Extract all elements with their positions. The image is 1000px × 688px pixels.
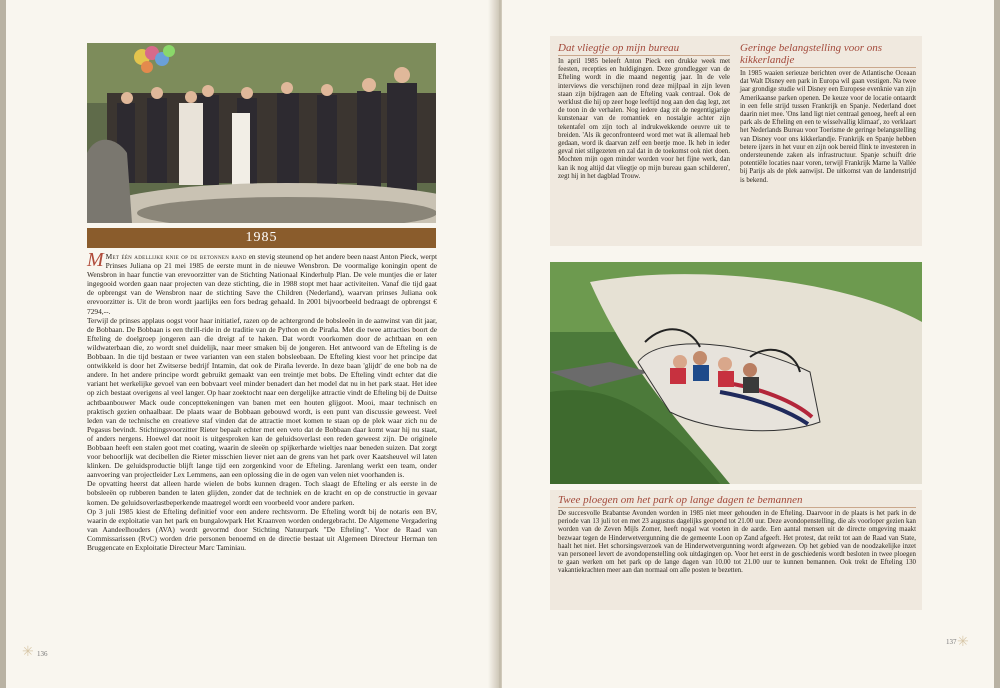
paragraph-1: M Met één adellijke knie op de betonnen rand en stevig steunend op het andere been naast Anton Pieck, werpt Prinses Juliana op 21 mei 1985 de eerste munt in de nieuwe Wensbron. De voormalige koningin opent de Wensbron in haar functie van erevoorzitter van de Stichting Nationaal Kinderhulp Plan. De vele muntjes die er later ingegooid worden gaan naar projecten van deze stichting, die in 1988 stopt met haar activiteiten. Vanaf die tijd gaat de opbrengst van de Wensbron naar de stichting Save the Children (Nederland), waarvan prinses Juliana ook erevoorzitter is. Uit de bron wordt jaarlijks een fors bedrag gehaald. In 2001 bijvoorbeeld bedraagt de opbrengst € 7294,--.	[87, 249, 438, 316]
page-edge-right	[994, 0, 1000, 688]
box-avondopenstelling	[558, 494, 916, 576]
box-title-kikkerlandje: Geringe belangstelling voor ons kikkerlandje	[740, 42, 916, 68]
lead-in: Met één adellijke knie op de betonnen rand	[105, 252, 247, 261]
box-title-twee-ploegen: Twee ploegen om het park op lange dagen te bemannen	[558, 494, 916, 508]
box-text-vliegtje: In april 1985 beleeft Anton Pieck een drukke week met feesten, recepties en huldigingen. Deze grondlegger van de Efteling wordt in die maand negentig jaar. In de vele interviews die verschijnen rond deze mijlpaal in zijn leven staan zijn bijdragen aan de Efteling vaak centraal. Ook de werklust die hij op zeer hoge leeftijd nog aan den dag legt, zet de toon in de verhalen. Nog iedere dag zit de negentigjarige kunstenaar van de romantiek en nostalgie achter zijn tekentafel om zijn toch al indrukwekkende oeuvre uit te breiden. 'Als ik geconfronteerd word met wat ik allemaal heb gedaan, word ik daarvan zelf een beetje moe. Ik heb in ieder geval niet stilgezeten en zal dat in de toekomst ook niet doen. Mochten mijn ogen minder worden voor het fijne werk, dan kan ik nog altijd dat vliegtje op mijn bureau gaan schilderen', zegt hij in het dagblad Trouw.	[558, 58, 730, 180]
page-edge-left	[0, 0, 6, 688]
paragraph-2: Terwijl de prinses applaus oogst voor haar initiatief, razen op de achtergrond de bobsleeën in de aanwinst van dit jaar, de Bobbaan. De Bobbaan is een thrill-ride in de traditie van de Python en de Piraña. Met die twee attracties boort de Efteling de doelgroep jongeren aan die dreigt af te haken. Dat wordt voorkomen door de achtbaan en een wildwaterbaan die, zo wordt snel duidelijk, naar meer smaken bij de jongeren. Het antwoord van de Efteling is de Bobbaan. In die tijd bestaan er twee varianten van een stalen bobsleebaan. De Efteling kiest voor het principe dat ontwikkeld is door het Zwitserse bedrijf Intamin, dat ook de Piraña leverde. In deze baan 'glijdt' de ene bob na de andere. In het andere principe wordt gebruikt gemaakt van een treintje met bobs. De Efteling vindt echter dat die variant het werkelijke gevoel van een bobvaart veel minder benadert dan het model dat nu in het park staat. Het idee op zich bestaat overigens al veel langer. Op haar zoektocht naar een dergelijke attractie vindt de Efteling bij de Duitse achtbaanbouwer Mack oude concepttekeningen van banen met een houten glijgoot. Mooi, maar technisch en praktisch gezien onhaalbaar. De plaats waar de Bobbaan gebouwd wordt, is een punt van discussie geweest. Veel leden van de technische en creatieve staf vinden dat de attractie moet komen te staan op de plek waar zich nu de Pegasus bevindt. Stichtingsvoorzitter Rieter bepaalt echter met een veto dat de Bobbaan daar komt waar hij nu staat, of anders nergens. Hoewel dat nooit is uitgesproken kan de geluidsoverlast een reden geweest zijn. De originele Bobbaan heeft een stalen goot met coating, waarin de sleeën op spijkerharde wieltjes naar beneden suizen. Dat zorgt voor behoorlijk wat decibellen die Rieter misschien liever niet aan de grens van het park over Kaatsheuvel wil laten klinken. De geluidsproductie blijft lange tijd een zorgenkind voor de Efteling. Jarenlang werkt een team, onder aanvoering van projectleider Lex Lemmens, aan een oplossing die in de ogen van velen niet voorhanden is.	[87, 315, 437, 480]
page-number-right: 137	[946, 638, 957, 646]
decorative-star-icon: ✳	[22, 645, 34, 660]
page-number-left: 136	[37, 650, 48, 658]
right-page	[502, 0, 1000, 688]
left-page	[0, 0, 498, 688]
box-disney	[740, 42, 916, 185]
box-text-twee-ploegen: De succesvolle Brabantse Avonden worden in 1985 niet meer gehouden in de Efteling. Daarvoor in de plaats is het park in de periode van 13 juli tot en met 23 augustus dagelijks geopend tot 21.00 uur. Deze avondopenstelling, die als voorloper gezien kan worden van de Zeven Mijls Zomer, heeft nogal wat voeten in de aarde. Een aantal mensen uit de directe omgeving maakt bezwaar tegen de Hinderwetvergunning die de gemeente Loon op Zand afgeeft. Het protest, dat reikt tot aan de Raad van State, haalt het niet. Het schorsingsverzoek van de Hinderwetvergunning wordt afgewezen. Op het gebied van de noodzakelijke inzet van personeel levert de avondopenstelling ook uitdagingen op. Voor het eerst in de geschiedenis wordt besloten in twee ploegen te gaan werken om het park op de lange dagen van 10.00 tot 21.00 uur te kunnen bemannen. Ook trekt de Efteling 130 vakantiekrachten meer aan dan normaal om alle posten te bezetten.	[558, 510, 916, 575]
paragraph-4: Op 3 juli 1985 kiest de Efteling definitief voor een andere rechtsvorm. De Efteling wordt bij de notaris een BV, waarin de exploitatie van het park en bungalowpark Het Kraanven worden ondergebracht. De Algemene Vergadering van Aandeelhouders (AVA) wordt gevormd door Stichting Natuurpark "De Efteling". Voor de Raad van Commissarissen (RvC) worden drie personen benoemd en de directie bestaat uit Algemeen Directeur Herman ten Bruggencate en Exploitatie Directeur Marc Taminiau.	[87, 506, 437, 552]
left-body-text	[87, 249, 438, 552]
paragraph-3: De opvatting heerst dat alleen harde wielen de bobs kunnen dragen. Toch slaagt de Efteling er als eerste in de bobsleeën op rubberen banden te laten glijden, zonder dat de techniek en de kracht en op de constructie in gevaar komen. De geluidsoverlastbeperkende maatregel wordt een voorbeeld voor andere parken.	[87, 479, 437, 507]
box-anton-pieck	[558, 42, 730, 181]
photo-princess-juliana	[87, 43, 436, 223]
box-title-vliegtje: Dat vliegtje op mijn bureau	[558, 42, 730, 56]
decorative-star-icon-right: ✳	[957, 635, 969, 650]
box-text-kikkerlandje: In 1985 waaien serieuze berichten over de Atlantische Oceaan dat Walt Disney een park in Europa wil gaan vestigen. Na twee jaar grondige studie wil Disney een Europese evenknie van zijn Amerikaanse parken openen. De keuze voor de locatie ontaardt in een felle strijd tussen Frankrijk en Spanje. Nederland doet daarin niet mee. 'Ons land ligt niet centraal genoeg, heeft al een park als de Efteling en een te wisselvallig klimaat', zo verklaart het Nederlands Bureau voor Toerisme de geringe belangstelling van Disney voor ons kikkerlandje. Frankrijk en Spanje hebben betere ijzers in het vuur en zijn ook bereid flink te investeren in ondersteunende zaken als infrastructuur. Spanje schuift drie potentiële locaties naar voren, terwijl Frankrijk Marne la Vallée bij Parijs als de plek aanwijst. De uitkomst van de landenstrijd is bekend.	[740, 70, 916, 184]
year-heading: 1985	[87, 228, 436, 248]
photo-bobbaan	[550, 262, 922, 484]
drop-cap: M	[87, 249, 104, 271]
